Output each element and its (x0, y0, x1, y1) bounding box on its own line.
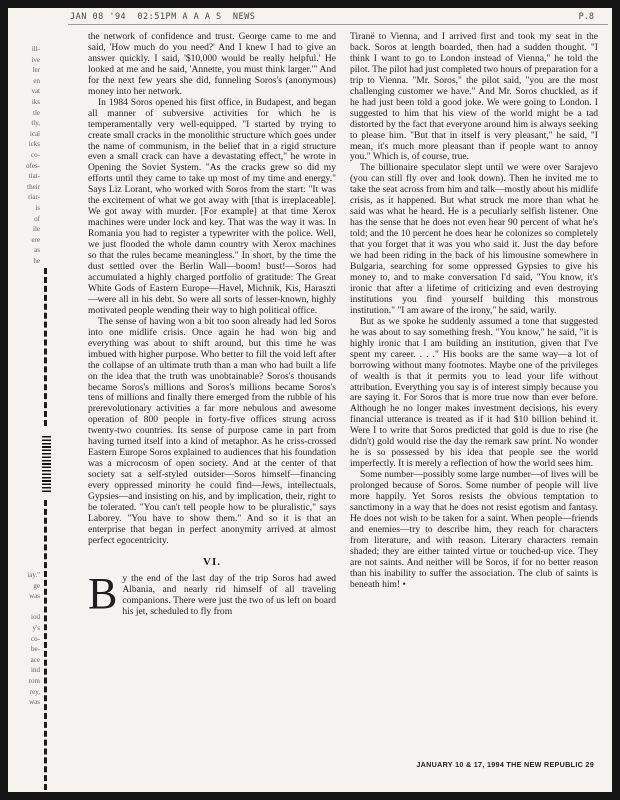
fax-header: JAN 08 '94 02:51PM A A A S NEWS (70, 12, 256, 22)
stub-fragment: vat (31, 87, 40, 96)
stub-fragment: ind (31, 666, 40, 675)
stub-fragment: their (27, 182, 40, 191)
header-rule (68, 24, 608, 25)
stub-fragment: was (29, 592, 40, 601)
stub-fragment: en (33, 76, 40, 85)
stub-fragment: tly, (31, 119, 40, 128)
stub-fragment (12, 602, 40, 613)
gutter-scan-mark (44, 268, 50, 426)
stub-fragment: was (29, 698, 40, 707)
previous-page-stub-bottom (12, 570, 40, 708)
stub-fragment: ive (31, 55, 40, 64)
stub-fragment: tle (33, 108, 40, 117)
stub-fragment: ill- (31, 45, 40, 53)
stub-fragment: of (34, 214, 40, 223)
stub-fragment: ile (33, 225, 40, 234)
section-heading: VI. (203, 555, 221, 568)
stub-fragment: riar- (28, 193, 40, 202)
stub-fragment: ical (29, 129, 40, 138)
stub-fragment: be- (31, 645, 40, 654)
stub-fragment: co- (31, 150, 40, 159)
article-paragraph: Some number—possibly some large number—of lives will be prolonged because of Soros. Some number of people will live more happily. Yet Soros resists the obvious temptation to sanctimony in a way that he does not resist egotism and fantasy. He does not wish to be taken for a saint. When people—friends and enemies—try to describe him, they reach for characters from literature, and with reason. Literary characters remain shaded; they are either tainted virtue or touched-up vice. They are not saints. And neither will be Soros, if for no better reason than his inability to suffer the association. The club of saints is beneath him! • (350, 469, 598, 590)
gutter-scan-mark-lower (44, 500, 50, 790)
stub-fragment: as (34, 246, 40, 255)
stub-fragment: tiat- (28, 172, 40, 181)
stub-fragment: co- (31, 634, 40, 643)
drop-cap: B (88, 568, 118, 618)
article-paragraph: the network of confidence and trust. George came to me and said, 'How much do you need?' And I knew I had to give an answer quickly. I said, '$10,000 would be really helpful.' He looked at me and he said, 'Annette, you must think larger.'" And for the next few years she did, funneling Soros's (anonymous) money into her network. (88, 31, 336, 97)
stub-fragment: iks (31, 97, 40, 106)
section-opening-paragraph (88, 568, 336, 618)
page-footer: JANUARY 10 & 17, 1994 THE NEW REPUBLIC 29 (416, 760, 594, 769)
stub-fragment: ace (30, 655, 40, 664)
gutter-barcode (42, 436, 51, 492)
previous-page-stub-top (12, 44, 40, 266)
section-opening-text: y the end of the last day of the trip Soros had awed Albania, and nearly rid himself of all traveling companions. There were just the two of us left on board his jet, scheduled to fly from (122, 572, 336, 617)
article-paragraph: Tiranë to Vienna, and I arrived first and took my seat in the back. Soros at length boarded, then had a sudden thought. "I think I want to go to London instead of Vienna," he told the pilot. The pilot had just completed two hours of preparation for a trip to Vienna. "Mr. Soros," the pilot said, "you are the most challenging customer we have." And Mr. Soros chuckled, as if he had just been told a good joke. We were going to London. I suggested to him that his view of the world might be a tad distorted by the fact that everyone around him is always seeking to please him. "But that in itself is very pleasant," he said, "I mean, it's much more pleasant than if people want to annoy you." Which is, of course, true. (350, 31, 598, 163)
fax-page-number: P.8 (578, 12, 594, 22)
stub-fragment: ge (33, 581, 40, 590)
article-paragraph: The sense of having won a bit too soon already had led Soros into one midlife crisis. Once again he had won big and everything was about to shift around, but this time he was imbued with higher purpose. Who better to fill the void left after the collapse of an ultimate truth than a man who had built a life on the idea that the truth was unobtainable? Soros's thousands became Soros's millions and Soros's millions became Soros's tens of millions and finally there emerged from the rubble of his prerevolutionary activities a far more nebulous and awesome operation of 800 people in forty-five offices strung across twenty-two countries. Its sense of purpose came in part from having turned itself into a kind of metaphor. As he criss-crossed Eastern Europe Soros explained to audiences that his foundation was a microcosm of open society. And at the center of that society sat a self-styled outsider—Soros himself—financing every oppressed minority he could find—Jews, intellectuals, Gypsies—and insisting on his, and by implication, their, right to be tolerated. "You can't tell people how to be pluralistic," says Laborey. "You have to show them." And so it is that an enterprise that began in perfect anonymity arrived at almost perfect egocentricity. (88, 315, 336, 546)
article-paragraph: The billionaire speculator slept until we were over Sarajevo (you can still fly over and look down). Then he invited me to take the seat across from him and talk—mostly about his midlife crisis, as it happened. But what struck me more than what he said was what he heard. He is a peculiarly selfish listener. One has the sense that he does not even hear 90 percent of what he's told; and the 10 percent he does hear he colonizes so completely that you forget that it was you who said it. Just the day before we had been riding in the back of his limousine somewhere in Bulgaria, searching for some oppressed Gypsies to give his money to, and to make conversation I'd said, "You know, it's ironic that after a lifetime of criticizing and even destroying institutions you find yourself building this monstrous institution." "I am aware of the irony," he said, warily. (350, 162, 598, 316)
stub-fragment: rey, (29, 687, 40, 696)
article-column-left (88, 32, 336, 618)
stub-fragment: icks (28, 140, 40, 149)
stub-fragment: is (35, 203, 40, 212)
stub-fragment: y's (32, 623, 40, 632)
fax-page-sheet (8, 8, 612, 792)
stub-fragment: ere (31, 235, 40, 244)
article-paragraph: In 1984 Soros opened his first office, in Budapest, and began all manner of subversive activities for which he is temperamentally very well-equipped. "I started by trying to create small cracks in the monolithic structure which goes under the name of communism, in the belief that in a rigid structure even a small crack can have a devastating effect," he wrote in Opening the Soviet System. "As the cracks grew so did my efforts until they came to take up most of my time and energy." Says Liz Lorant, who worked with Soros from the start: "It was the excitement of what we got away with [that is irreplaceable]. We got away with murder. [For example] at that time Xerox machines were under lock and key. That was the way it was. In Romania you had to register a typewriter with the police. Well, we just flooded the whole damn country with Xerox machines so that the rules became meaningless." In short, by the time the dust settled over the Berlin Wall—boom! bust!—Soros had accumulated a highly charged portfolio of gratitude: The Great White Gods of Eastern Europe—Havel, Michnik, Kis, Haraszti—were all in his debt. So were all sorts of lesser-known, highly motivated people wending their way to high political office. (88, 96, 336, 316)
stub-fragment: ler (32, 66, 40, 75)
stub-fragment: iay." (27, 571, 40, 579)
stub-fragment: rom (28, 676, 40, 685)
stub-fragment: ofes- (26, 161, 40, 170)
article-paragraph: But as we spoke he suddenly assumed a tone that suggested he was about to say something fresh. "You know," he said, "it is highly ironic that I am building an institution, given that I've spent my career. . . ." His books are the same way—a lot of borrowing without many footnotes. Maybe one of the privileges of wealth is that it permits you to lead your life without attribution. Everything you say is of interest simply because you are saying it. For Soros that is more true now than ever before. Although he no longer makes investment decisions, his every financial utterance is treated as if it had $10 billion behind it. Were I to write that Soros predicted that gold is due to rise (he didn't) gold would rise the day the remark saw print. No wonder he is so possessed by his idea that people see the world imperfectly. It is merely a reflection of how the world sees him. (350, 315, 598, 470)
stub-fragment: iod (31, 613, 40, 622)
stub-fragment: he (33, 256, 40, 265)
article-column-right (350, 32, 598, 591)
